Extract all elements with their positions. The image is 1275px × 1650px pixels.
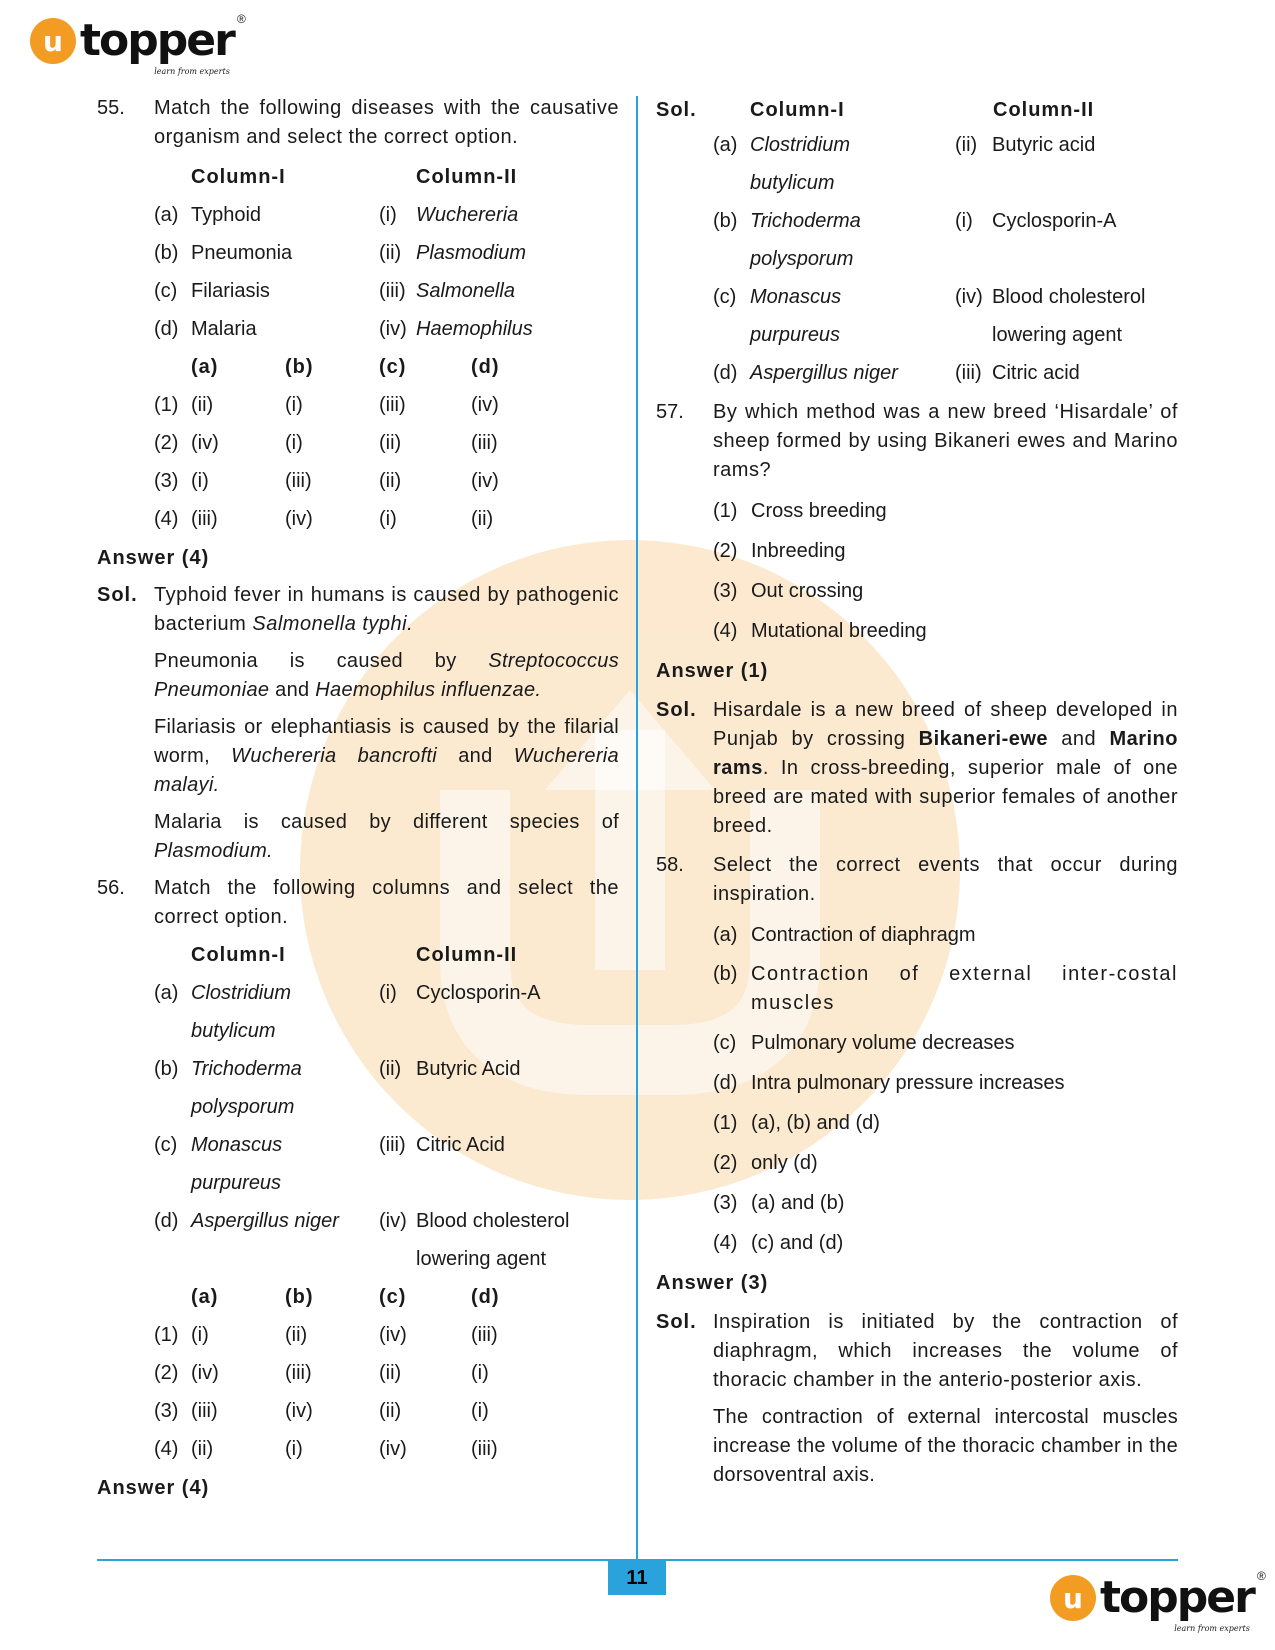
organism: Salmonella: [416, 279, 515, 302]
row-label: (b): [154, 1057, 179, 1080]
option-text: (a), (b) and (d): [751, 1111, 880, 1134]
option-row[interactable]: [154, 1430, 619, 1468]
disease: Malaria: [191, 317, 257, 340]
product: lowering agent: [416, 1247, 547, 1270]
option-value: (iii): [471, 1323, 498, 1346]
product: Citric Acid: [416, 1133, 505, 1156]
product: Blood cholesterol: [416, 1209, 570, 1232]
registered-mark: ®: [236, 12, 246, 26]
answer-56: Answer (4): [97, 1477, 210, 1499]
sol-text: and: [1048, 728, 1110, 750]
row-label: (c): [154, 1133, 178, 1156]
event-text: Pulmonary volume decreases: [751, 1031, 1015, 1054]
roman-label: (iv): [955, 285, 983, 308]
option-row[interactable]: [154, 1354, 619, 1392]
sol-paragraph: The contraction of external intercostal muscles increase the volume of the thoracic chamber in the dorsoventral axis.: [713, 1406, 1178, 1486]
option-value: (i): [191, 1323, 209, 1346]
option-number: (2): [154, 431, 179, 454]
option-item[interactable]: [713, 531, 1178, 571]
organism: Monascus: [191, 1133, 283, 1156]
column-divider: [636, 96, 638, 1576]
row-label: (a): [713, 133, 738, 156]
row-label: (b): [713, 209, 738, 232]
option-value: (iv): [191, 1361, 219, 1384]
sol-text: Malaria is caused by different species of: [154, 811, 619, 833]
roman-label: (ii): [379, 241, 402, 264]
match-table-55: [154, 158, 619, 348]
sol-text: . In cross-breeding, superior male of one breed are mated with superior females of another breed.: [713, 757, 1178, 837]
question-text: Select the correct events that occur during inspiration.: [713, 854, 1178, 905]
table-row-cont: [713, 164, 1178, 202]
sol-56-headers: [656, 94, 1178, 126]
sol-label: Sol.: [97, 584, 138, 606]
column-ii-header: Column-II: [416, 165, 518, 188]
option-value: (ii): [191, 393, 214, 416]
events-58: [656, 915, 1178, 1263]
option-value: (iv): [285, 1399, 313, 1422]
sol-emphasis: Marino rams: [713, 728, 1178, 779]
sol-paragraph: [154, 581, 619, 639]
sol-text: Pneumonia is caused by: [154, 650, 489, 672]
answer-57: Answer (1): [656, 660, 769, 682]
table-row-cont: [154, 1240, 619, 1278]
organism: purpureus: [191, 1171, 282, 1194]
column-ii-header: Column-II: [993, 98, 1095, 121]
row-label: (c): [713, 285, 737, 308]
option-row[interactable]: [154, 1316, 619, 1354]
option-col-b: (b): [285, 1285, 314, 1308]
column-i-header: Column-I: [191, 943, 286, 966]
question-number: 58.: [656, 854, 684, 876]
organism: Clostridium: [750, 133, 851, 156]
sol-paragraph: [154, 808, 619, 866]
logo-badge-icon: u: [30, 18, 76, 64]
organism: butylicum: [191, 1019, 276, 1042]
sol-emphasis: Bikaneri-ewe: [918, 728, 1049, 750]
roman-label: (iii): [379, 279, 406, 302]
product: Cyclosporin-A: [992, 209, 1117, 232]
question-number: 57.: [656, 401, 684, 423]
question-55: [97, 94, 619, 152]
product: Butyric Acid: [416, 1057, 521, 1080]
sol-paragraph: [713, 696, 1178, 841]
organism: Trichoderma: [750, 209, 861, 232]
table-row: [154, 1050, 619, 1088]
option-number: (3): [154, 1399, 179, 1422]
question-text: Match the following diseases with the causative organism and select the correct option.: [154, 97, 619, 148]
column-i-header: Column-I: [750, 98, 845, 121]
option-value: (i): [285, 393, 303, 416]
organism: Aspergillus niger: [750, 361, 898, 384]
option-number: (4): [713, 619, 738, 642]
roman-label: (iv): [379, 317, 407, 340]
option-number: (4): [713, 1231, 738, 1254]
option-value: (iii): [285, 1361, 312, 1384]
option-value: (ii): [379, 1361, 402, 1384]
row-label: (a): [154, 981, 179, 1004]
option-value: (i): [285, 1437, 303, 1460]
option-text: Cross breeding: [751, 499, 887, 522]
question-text: By which method was a new breed ‘Hisardale’ of sheep formed by using Bikaneri ewes and Marino rams?: [713, 401, 1178, 481]
roman-label: (i): [379, 981, 397, 1004]
sol-label: Sol.: [656, 699, 697, 721]
option-text: (a) and (b): [751, 1191, 845, 1214]
organism: Wuchereria: [416, 203, 519, 226]
option-number: (4): [154, 1437, 179, 1460]
option-number: (2): [713, 1151, 738, 1174]
organism: polysporum: [750, 247, 854, 270]
option-number: (1): [154, 393, 179, 416]
sol-text: and: [269, 679, 316, 701]
sol-label: Sol.: [656, 1311, 697, 1333]
option-value: (i): [471, 1361, 489, 1384]
organism: Aspergillus niger: [191, 1209, 339, 1232]
table-row: [154, 1202, 619, 1240]
organism: polysporum: [191, 1095, 295, 1118]
table-row: [713, 278, 1178, 316]
product: Blood cholesterol: [992, 285, 1146, 308]
table-row-cont: [154, 1012, 619, 1050]
row-label: (b): [154, 241, 179, 264]
option-item[interactable]: [713, 611, 1178, 651]
option-value: (iii): [471, 431, 498, 454]
page-number: 11: [608, 1561, 666, 1595]
option-value: (iii): [471, 1437, 498, 1460]
roman-label: (iii): [955, 361, 982, 384]
roman-label: (i): [955, 209, 973, 232]
table-row-cont: [713, 316, 1178, 354]
sol-paragraph: [154, 647, 619, 705]
options-57: [656, 491, 1178, 651]
sol-label: Sol.: [656, 98, 697, 121]
event-label: (a): [713, 923, 738, 946]
organism: butylicum: [750, 171, 835, 194]
disease: Typhoid: [191, 203, 262, 226]
answer-55: Answer (4): [97, 547, 210, 569]
table-row-cont: [713, 240, 1178, 278]
sol-paragraph: Inspiration is initiated by the contraction of diaphragm, which increases the volume of thoracic chamber in the anterio-posterior axis.: [713, 1311, 1178, 1391]
option-value: (ii): [379, 431, 402, 454]
sol-text: Hisardale is a new breed of sheep developed in Punjab by crossing: [713, 699, 1178, 750]
event-text: Contraction of external inter-costal muscles: [751, 963, 1178, 1014]
roman-label: (iii): [379, 1133, 406, 1156]
sol-table-56: [713, 126, 1178, 392]
option-value: (iv): [471, 469, 499, 492]
options-header: [154, 348, 619, 386]
organism-name: Wuchereria bancrofti: [231, 745, 438, 767]
organism-name: Salmonella typhi.: [252, 613, 414, 635]
option-value: (iv): [191, 431, 219, 454]
solution-57: [656, 696, 1178, 841]
disease: Filariasis: [191, 279, 270, 302]
event-item: [713, 915, 1178, 955]
event-label: (c): [713, 1031, 737, 1054]
option-value: (i): [191, 469, 209, 492]
option-col-b: (b): [285, 355, 314, 378]
option-value: (ii): [191, 1437, 214, 1460]
option-value: (iv): [471, 393, 499, 416]
solution-58: [656, 1308, 1178, 1395]
topper-logo-footer: [1050, 1569, 1266, 1633]
option-text: only (d): [751, 1151, 818, 1174]
table-row: [154, 272, 619, 310]
table-row: [713, 354, 1178, 392]
option-text: (c) and (d): [751, 1231, 844, 1254]
option-col-a: (a): [191, 1285, 219, 1308]
options-header: [154, 1278, 619, 1316]
answer-58: Answer (3): [656, 1272, 769, 1294]
logo-wordmark: topper: [80, 15, 234, 66]
options-55: [154, 348, 619, 538]
option-item[interactable]: [713, 571, 1178, 611]
organism-name: Haemophilus influenzae.: [315, 679, 542, 701]
option-number: (1): [154, 1323, 179, 1346]
sol-text: and: [437, 745, 514, 767]
event-label: (b): [713, 963, 738, 985]
question-text: Match the following columns and select the correct option.: [154, 877, 619, 928]
option-number: (1): [713, 1111, 738, 1134]
organism: Monascus: [750, 285, 842, 308]
question-number: 56.: [97, 877, 125, 899]
table-row: [713, 126, 1178, 164]
row-label: (d): [154, 1209, 179, 1232]
option-row[interactable]: [154, 386, 619, 424]
product: lowering agent: [992, 323, 1123, 346]
sol-paragraph: [154, 713, 619, 800]
event-text: Contraction of diaphragm: [751, 923, 976, 946]
row-label: (a): [154, 203, 179, 226]
option-item[interactable]: [713, 491, 1178, 531]
table-row: [713, 202, 1178, 240]
option-col-d: (d): [471, 1285, 500, 1308]
disease: Pneumonia: [191, 241, 293, 264]
table-row: [154, 196, 619, 234]
logo-tagline: learn from experts: [1174, 1624, 1250, 1633]
question-57: [656, 398, 1178, 485]
option-value: (i): [379, 507, 397, 530]
option-value: (iii): [191, 1399, 218, 1422]
table-row: [154, 310, 619, 348]
roman-label: (i): [379, 203, 397, 226]
left-column: [97, 94, 619, 1503]
logo-tagline: learn from experts: [154, 67, 230, 76]
option-value: (iii): [285, 469, 312, 492]
table-row-cont: [154, 1164, 619, 1202]
option-value: (iv): [379, 1437, 407, 1460]
sol-text: Typhoid fever in humans is caused by pathogenic bacterium: [154, 584, 619, 635]
option-value: (iii): [379, 393, 406, 416]
option-value: (ii): [379, 469, 402, 492]
product: Citric acid: [992, 361, 1080, 384]
option-row[interactable]: [154, 424, 619, 462]
organism: Plasmodium: [416, 241, 527, 264]
logo-badge-icon: u: [1050, 1575, 1096, 1621]
column-ii-header: Column-II: [416, 943, 518, 966]
option-value: (iii): [191, 507, 218, 530]
option-number: (2): [713, 539, 738, 562]
option-text: Inbreeding: [751, 539, 846, 562]
event-item: [713, 955, 1178, 1023]
option-col-c: (c): [379, 1285, 407, 1308]
option-value: (ii): [379, 1399, 402, 1422]
question-number: 55.: [97, 97, 125, 119]
option-number: (3): [713, 1191, 738, 1214]
option-value: (ii): [471, 507, 494, 530]
option-item[interactable]: [713, 1143, 1178, 1183]
row-label: (d): [154, 317, 179, 340]
option-value: (i): [471, 1399, 489, 1422]
option-number: (3): [713, 579, 738, 602]
product: Butyric acid: [992, 133, 1096, 156]
option-number: (3): [154, 469, 179, 492]
match-table-56: [154, 936, 619, 1278]
organism: Trichoderma: [191, 1057, 302, 1080]
option-col-c: (c): [379, 355, 407, 378]
question-58: [656, 851, 1178, 909]
solution-55: [97, 581, 619, 639]
row-label: (c): [154, 279, 178, 302]
option-number: (4): [154, 507, 179, 530]
roman-label: (ii): [955, 133, 978, 156]
option-value: (iv): [379, 1323, 407, 1346]
event-text: Intra pulmonary pressure increases: [751, 1071, 1065, 1094]
column-headers: [154, 936, 619, 974]
event-item: [713, 1023, 1178, 1063]
question-56: [97, 874, 619, 932]
topper-logo: [30, 12, 246, 76]
option-number: (2): [154, 1361, 179, 1384]
option-text: Out crossing: [751, 579, 864, 602]
organism: purpureus: [750, 323, 841, 346]
option-row[interactable]: [154, 462, 619, 500]
organism-name: Plasmodium.: [154, 840, 273, 862]
organism-name: Wuchereria malayi.: [154, 745, 619, 796]
option-row[interactable]: [154, 500, 619, 538]
sol-text: Filariasis or elephantiasis is caused by the filarial worm,: [154, 716, 619, 767]
option-text: Mutational breeding: [751, 619, 927, 642]
options-56: [154, 1278, 619, 1468]
option-value: (ii): [285, 1323, 308, 1346]
right-column: [656, 94, 1178, 1490]
option-item[interactable]: [713, 1183, 1178, 1223]
column-i-header: Column-I: [191, 165, 286, 188]
option-value: (iv): [285, 507, 313, 530]
organism: Haemophilus: [416, 317, 533, 340]
table-row: [154, 1126, 619, 1164]
option-row[interactable]: [154, 1392, 619, 1430]
option-item[interactable]: [713, 1103, 1178, 1143]
table-row: [154, 234, 619, 272]
option-col-d: (d): [471, 355, 500, 378]
row-label: (d): [713, 361, 738, 384]
product: Cyclosporin-A: [416, 981, 541, 1004]
option-item[interactable]: [713, 1223, 1178, 1263]
event-item: [713, 1063, 1178, 1103]
organism: Clostridium: [191, 981, 292, 1004]
roman-label: (ii): [379, 1057, 402, 1080]
event-label: (d): [713, 1071, 738, 1094]
organism-name: Streptococcus Pneumoniae: [154, 650, 619, 701]
roman-label: (iv): [379, 1209, 407, 1232]
option-col-a: (a): [191, 355, 219, 378]
table-row-cont: [154, 1088, 619, 1126]
column-headers: [154, 158, 619, 196]
option-number: (1): [713, 499, 738, 522]
table-row: [154, 974, 619, 1012]
option-value: (i): [285, 431, 303, 454]
registered-mark: ®: [1256, 1569, 1266, 1583]
logo-wordmark: topper: [1100, 1572, 1254, 1623]
